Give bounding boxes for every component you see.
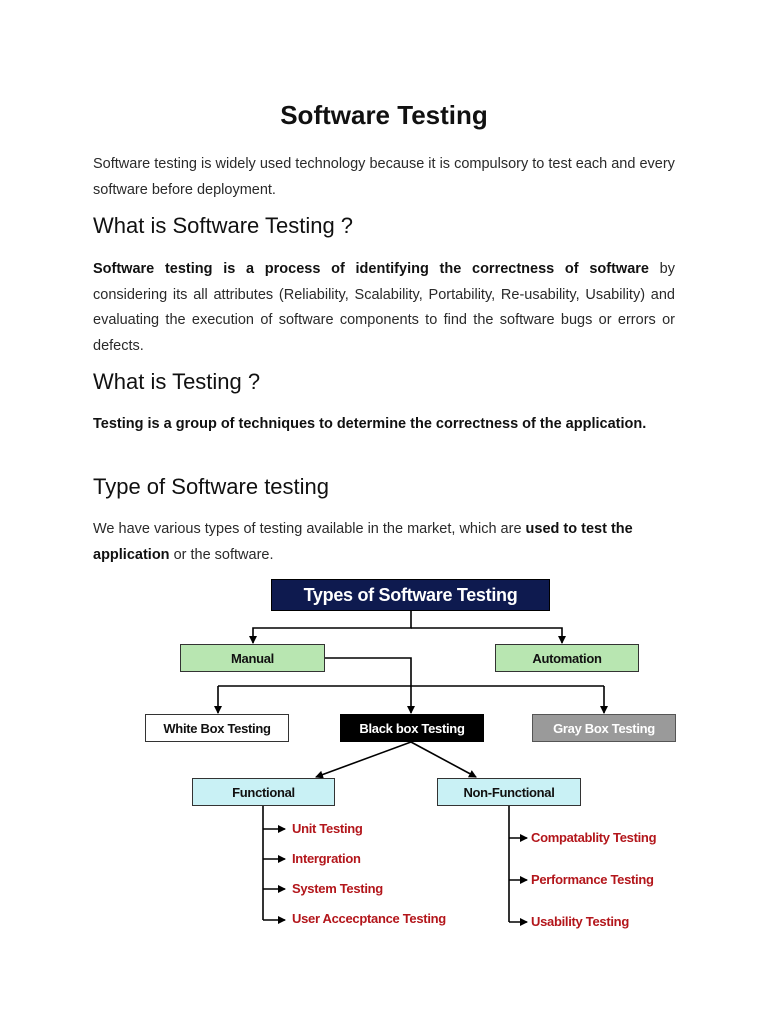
black-box-testing-box: Black box Testing xyxy=(340,714,484,742)
leaf-user-acceptance-testing: User Accecptance Testing xyxy=(292,911,446,926)
gray-box-testing-box: Gray Box Testing xyxy=(532,714,676,742)
leaf-system-testing: System Testing xyxy=(292,881,383,896)
functional-box: Functional xyxy=(192,778,335,806)
definition-rest-text: by considering its all attributes (Reliability, Scalability, Portability, Re-usability, Usability) and evaluating the execution of software components to find the software bugs or errors or defects. xyxy=(93,261,675,354)
leaf-compatibility-testing: Compatablity Testing xyxy=(531,830,657,845)
leaf-integration: Intergration xyxy=(292,851,361,866)
leaf-performance-testing: Performance Testing xyxy=(531,872,654,887)
leaf-usability-testing: Usability Testing xyxy=(531,914,629,929)
non-functional-box: Non-Functional xyxy=(437,778,581,806)
manual-box: Manual xyxy=(180,644,325,672)
heading-type-of-software-testing: Type of Software testing xyxy=(93,474,330,499)
definition-bold-text: Software testing is a process of identifying the correctness of software xyxy=(93,261,649,277)
leaf-unit-testing: Unit Testing xyxy=(292,821,363,836)
types-text-after: or the software. xyxy=(169,546,274,563)
page-title: Software Testing xyxy=(280,100,488,130)
automation-box: Automation xyxy=(495,644,639,672)
types-text-before: We have various types of testing available in the market, which are xyxy=(93,521,526,537)
testing-bold-text: Testing is a group of techniques to determine the correctness of the application. xyxy=(93,416,647,432)
heading-what-is-testing: What is Testing ? xyxy=(93,369,261,394)
white-box-testing-box: White Box Testing xyxy=(145,714,289,742)
heading-what-is-software-testing: What is Software Testing ? xyxy=(93,213,354,238)
intro-paragraph: Software testing is widely used technology because it is compulsory to test each and every software before deployment. xyxy=(93,156,675,198)
types-bold-text: used to test the application xyxy=(93,521,633,563)
diagram-root-box: Types of Software Testing xyxy=(271,579,550,611)
